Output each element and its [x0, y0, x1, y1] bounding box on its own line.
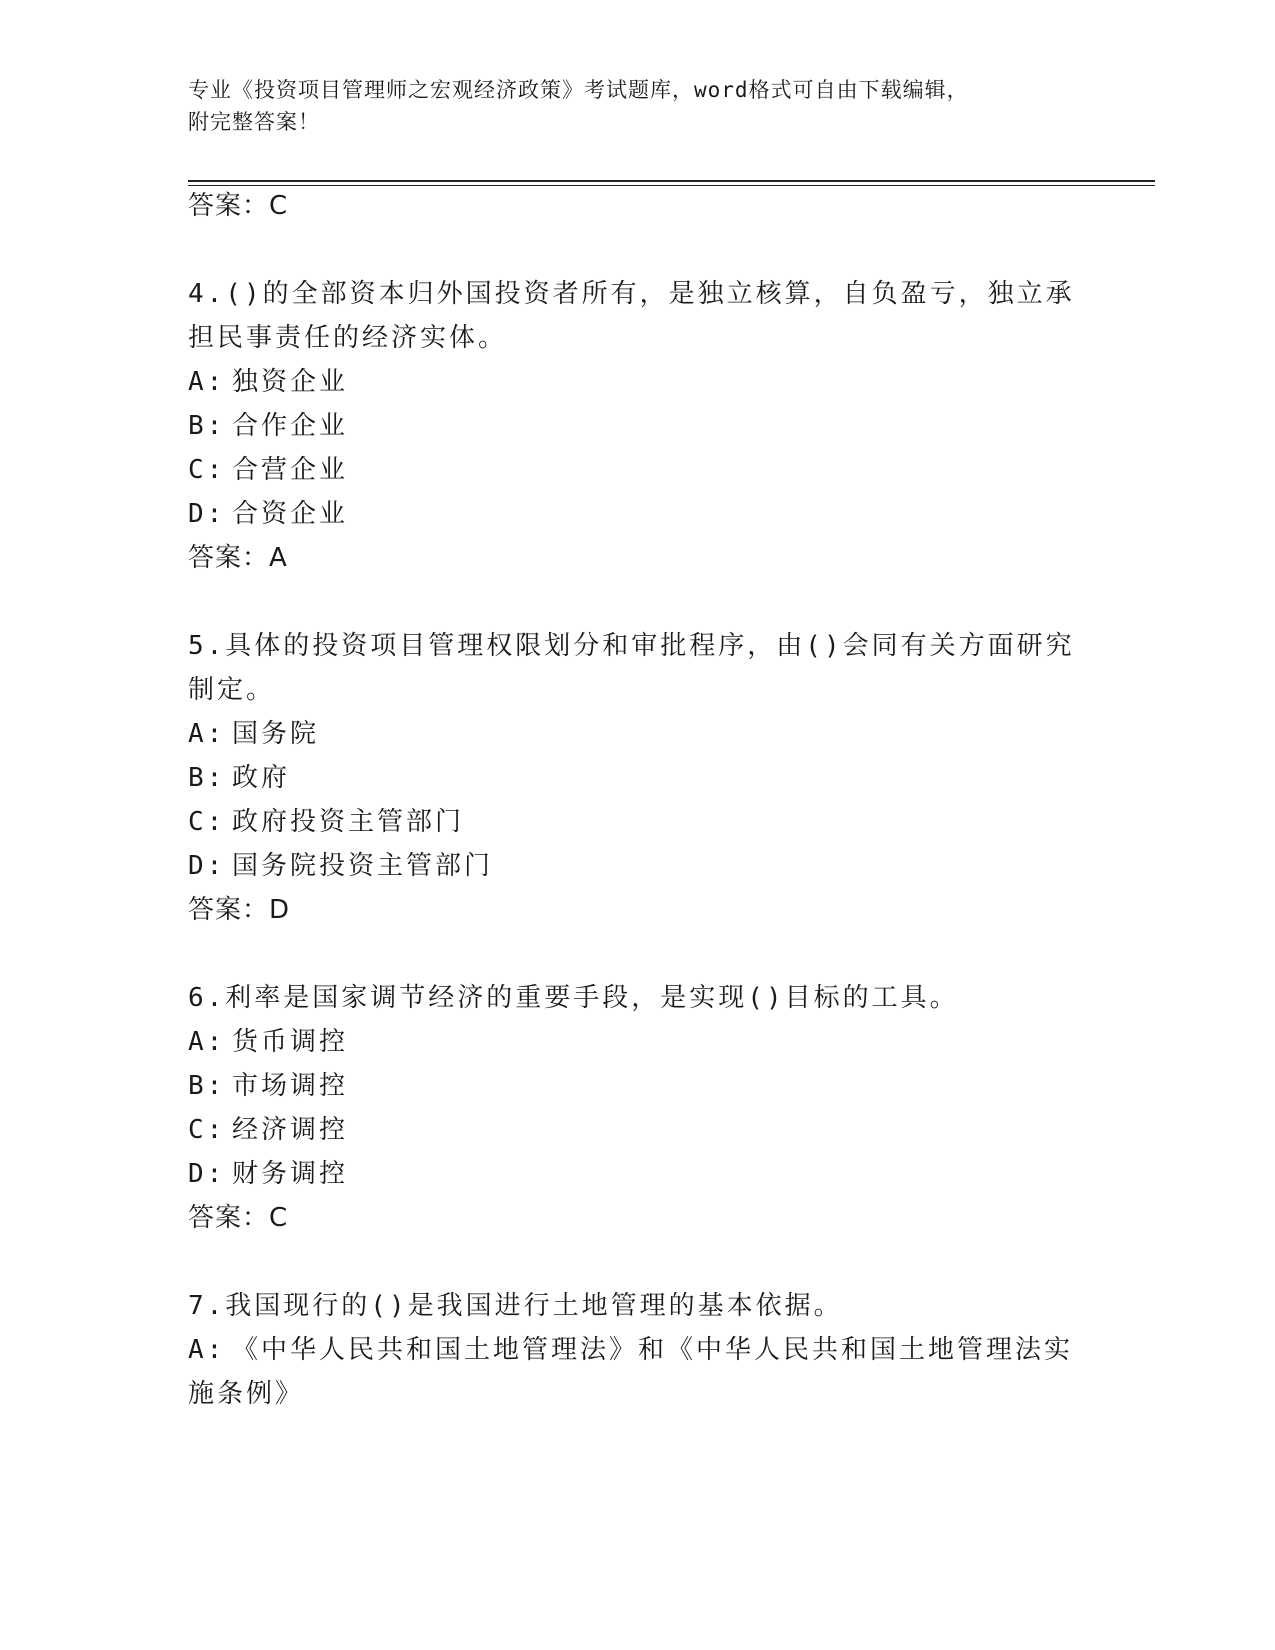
option-c: [188, 1112, 348, 1148]
option-label: A:: [188, 719, 226, 749]
option-text: 财务调控: [232, 1159, 349, 1189]
option-label: D:: [188, 1159, 226, 1189]
option-text: 合资企业: [232, 499, 349, 529]
option-label: A:: [188, 1027, 226, 1057]
option-label: D:: [188, 499, 226, 529]
question-stem: 担民事责任的经济实体。: [188, 323, 508, 353]
option-label: A:: [188, 367, 226, 397]
option-text: 《中华人民共和国土地管理法》和《中华人民共和国土地管理法实: [232, 1335, 1074, 1365]
answer-value: C: [269, 1203, 289, 1233]
answer-line: [188, 1200, 288, 1236]
option-d: [188, 1156, 348, 1192]
option-text: 政府投资主管部门: [232, 807, 465, 837]
answer-value: D: [269, 895, 291, 925]
header-line-2: 附完整答案！: [188, 110, 320, 134]
option-label: B:: [188, 763, 226, 793]
option-a: [188, 1024, 348, 1060]
option-text: 独资企业: [232, 367, 349, 397]
question-stem: 4.()的全部资本归外国投资者所有，是独立核算，自负盈亏，独立承: [188, 279, 1075, 309]
answer-label: 答案：: [188, 1203, 270, 1233]
answer-label: 答案：: [188, 191, 270, 221]
answer-label: 答案：: [188, 895, 270, 925]
option-a: [188, 1332, 1073, 1368]
option-text: 市场调控: [232, 1071, 349, 1101]
option-label: B:: [188, 1071, 226, 1101]
answer-label: 答案：: [188, 543, 270, 573]
header-rule-thin: [188, 185, 1155, 186]
answer-value: C: [269, 191, 289, 221]
document-header: [188, 74, 1068, 138]
option-text: 合作企业: [232, 411, 349, 441]
option-text: 合营企业: [232, 455, 349, 485]
question-stem: 5.具体的投资项目管理权限划分和审批程序，由()会同有关方面研究: [188, 631, 1075, 661]
option-b: [188, 760, 290, 796]
header-line-1: 专业《投资项目管理师之宏观经济政策》考试题库，word格式可自由下载编辑，: [188, 78, 969, 102]
option-d: [188, 848, 493, 884]
question-stem: 7.我国现行的()是我国进行土地管理的基本依据。: [188, 1291, 843, 1321]
option-label: C:: [188, 1115, 226, 1145]
option-b: [188, 1068, 348, 1104]
option-label: A:: [188, 1335, 226, 1365]
option-c: [188, 804, 464, 840]
option-d: [188, 496, 348, 532]
option-label: D:: [188, 851, 226, 881]
option-label: C:: [188, 455, 226, 485]
option-c: [188, 452, 348, 488]
header-rule-thick: [188, 180, 1155, 182]
option-text-continuation: 施条例》: [188, 1379, 305, 1409]
option-a: [188, 364, 348, 400]
option-text: 经济调控: [232, 1115, 349, 1145]
option-a: [188, 716, 319, 752]
question-stem: 6.利率是国家调节经济的重要手段，是实现()目标的工具。: [188, 983, 959, 1013]
option-text: 货币调控: [232, 1027, 349, 1057]
answer-line: [188, 540, 288, 576]
option-b: [188, 408, 348, 444]
answer-line: [188, 892, 290, 928]
option-label: C:: [188, 807, 226, 837]
answer-value: A: [269, 543, 288, 573]
option-label: B:: [188, 411, 226, 441]
option-text: 国务院: [232, 719, 320, 749]
question-stem: 制定。: [188, 675, 276, 705]
option-text: 国务院投资主管部门: [232, 851, 494, 881]
answer-line: [188, 188, 288, 224]
option-text: 政府: [232, 763, 291, 793]
